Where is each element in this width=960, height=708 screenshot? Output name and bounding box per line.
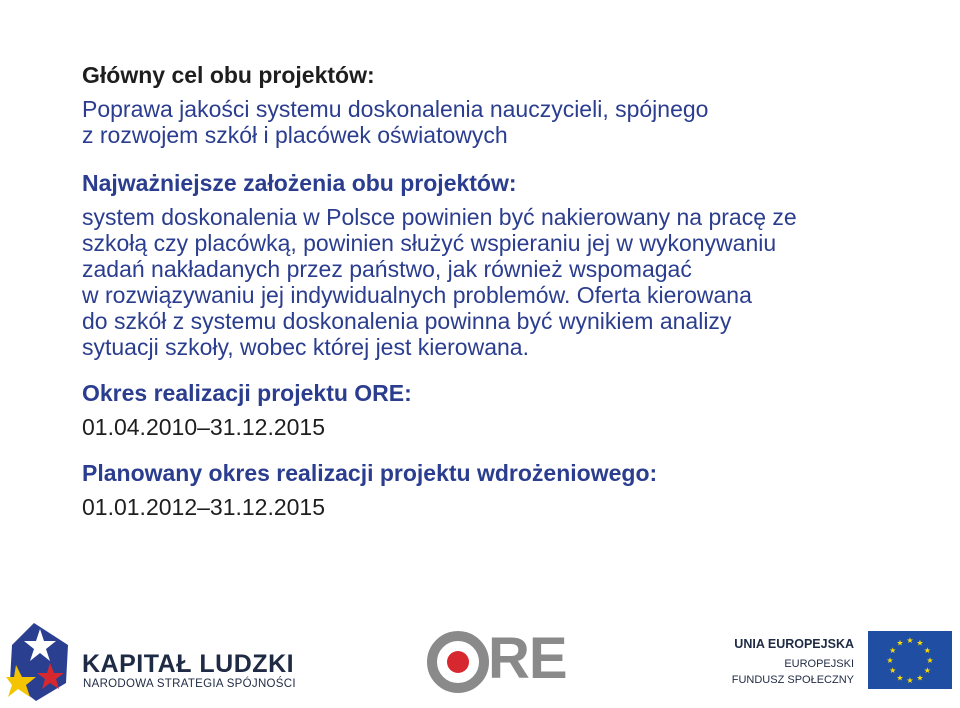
ore-logo xyxy=(426,626,567,695)
svg-text:★: ★ xyxy=(916,638,924,648)
svg-text:★: ★ xyxy=(916,673,924,683)
svg-text:★: ★ xyxy=(923,666,931,675)
main-goal-line: Poprawa jakości systemu doskonalenia nauczycieli, spójnego xyxy=(82,96,709,122)
eu-subtitle-1: EUROPEJSKI xyxy=(784,658,854,670)
assumptions-line: sytuacji szkoły, wobec której jest kierowana. xyxy=(82,334,529,360)
kapital-ludzki-logo xyxy=(6,619,296,703)
ore-period-heading: Okres realizacji projektu ORE: xyxy=(82,380,412,406)
footer-logos xyxy=(0,615,960,708)
svg-text:★: ★ xyxy=(906,636,914,645)
assumptions-line: do szkół z systemu doskonalenia powinna być wynikiem analizy xyxy=(82,308,732,334)
svg-text:★: ★ xyxy=(896,673,904,683)
svg-text:★: ★ xyxy=(889,666,897,675)
main-goal-heading: Główny cel obu projektów: xyxy=(82,62,375,88)
svg-text:★: ★ xyxy=(896,638,904,648)
svg-text:★: ★ xyxy=(889,646,897,655)
assumptions-line: zadań nakładanych przez państwo, jak również wspomagać xyxy=(82,256,692,282)
slide-content xyxy=(82,62,922,520)
ore-circle-icon xyxy=(426,630,490,694)
eu-subtitle-2: FUNDUSZ SPOŁECZNY xyxy=(731,674,854,686)
kapital-ludzki-title: KAPITAŁ LUDZKI xyxy=(82,650,295,678)
svg-text:★: ★ xyxy=(923,646,931,655)
main-goal-text xyxy=(82,96,922,148)
eu-logo xyxy=(731,627,954,699)
eu-title: UNIA EUROPEJSKA xyxy=(734,637,854,651)
assumptions-heading: Najważniejsze założenia obu projektów: xyxy=(82,170,517,196)
implementation-period-value: 01.01.2012–31.12.2015 xyxy=(82,494,326,520)
assumptions-line: szkołą czy placówką, powinien służyć wspieraniu jej w wykonywaniu xyxy=(82,230,777,256)
ore-period-value: 01.04.2010–31.12.2015 xyxy=(82,414,326,440)
main-goal-line: z rozwojem szkół i placówek oświatowych xyxy=(82,122,508,148)
svg-text:★: ★ xyxy=(926,656,934,665)
svg-text:★: ★ xyxy=(886,656,894,665)
assumptions-text xyxy=(82,204,922,360)
assumptions-line: w rozwiązywaniu jej indywidualnych problemów. Oferta kierowana xyxy=(82,282,752,308)
eu-flag-icon xyxy=(868,631,952,689)
implementation-period-heading: Planowany okres realizacji projektu wdrożeniowego: xyxy=(82,460,658,486)
svg-text:★: ★ xyxy=(906,676,914,685)
ore-letters: RE xyxy=(488,626,567,691)
assumptions-line: system doskonalenia w Polsce powinien być nakierowany na pracę ze xyxy=(82,204,797,230)
kapital-ludzki-subtitle: NARODOWA STRATEGIA SPÓJNOŚCI xyxy=(83,678,296,690)
kapital-ludzki-star-icon xyxy=(6,619,76,703)
